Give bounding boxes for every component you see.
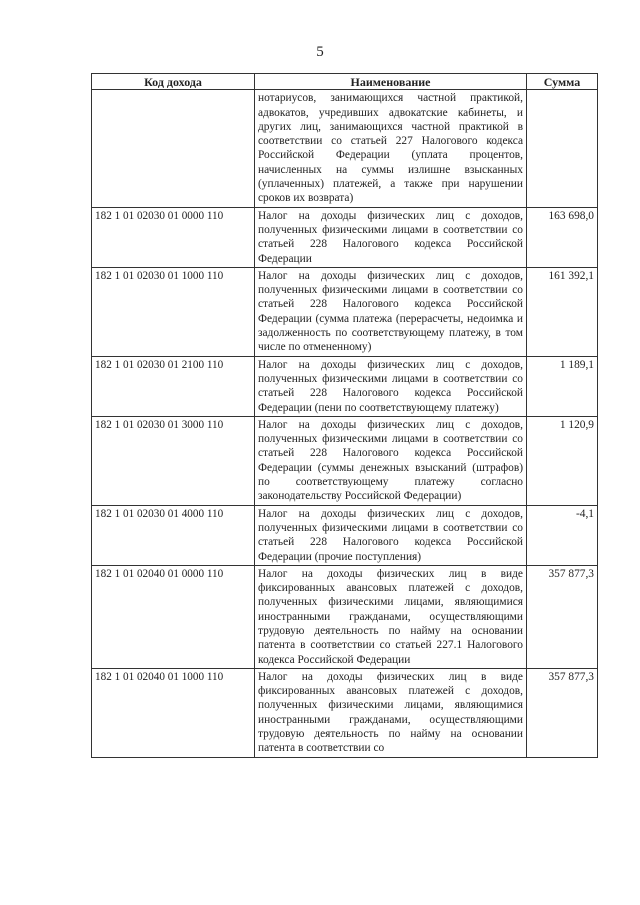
- income-sum: 1 120,9: [527, 416, 598, 505]
- income-code: 182 1 01 02030 01 1000 110: [92, 267, 255, 356]
- table-row: [92, 207, 598, 267]
- income-name: Налог на доходы физических лиц с доходов, полученных физическими лицами в соответствии со статьей 228 Налогового кодекса Российской Федерации (суммы денежных взысканий (штрафов) по соответствующему платежу согласно законодательству Российской Федерации): [255, 416, 527, 505]
- table-row: [92, 356, 598, 416]
- header-name: Наименование: [255, 74, 527, 90]
- income-code: 182 1 01 02040 01 1000 110: [92, 668, 255, 757]
- income-code: 182 1 01 02030 01 4000 110: [92, 505, 255, 565]
- income-code: 182 1 01 02030 01 2100 110: [92, 356, 255, 416]
- table-row: [92, 416, 598, 505]
- income-sum: 357 877,3: [527, 565, 598, 668]
- page-number: 5: [316, 44, 324, 60]
- income-code: [92, 90, 255, 207]
- table-header-row: [92, 74, 598, 90]
- income-code: 182 1 01 02030 01 3000 110: [92, 416, 255, 505]
- income-code: 182 1 01 02040 01 0000 110: [92, 565, 255, 668]
- income-name: Налог на доходы физических лиц с доходов, полученных физическими лицами в соответствии со статьей 228 Налогового кодекса Российской Федерации (прочие поступления): [255, 505, 527, 565]
- income-name: Налог на доходы физических лиц с доходов, полученных физическими лицами в соответствии со статьей 228 Налогового кодекса Российской Федерации: [255, 207, 527, 267]
- income-sum: 357 877,3: [527, 668, 598, 757]
- income-code: 182 1 01 02030 01 0000 110: [92, 207, 255, 267]
- header-sum: Сумма: [527, 74, 598, 90]
- table-row: [92, 565, 598, 668]
- income-sum: 1 189,1: [527, 356, 598, 416]
- income-sum: [527, 90, 598, 207]
- revenue-table: [91, 73, 598, 758]
- income-sum: 161 392,1: [527, 267, 598, 356]
- income-name: Налог на доходы физических лиц в виде фиксированных авансовых платежей с доходов, полученных физическими лицами, являющимися иностранными гражданами, осуществляющими трудовую деятельность по найму на основании патента в соответствии со: [255, 668, 527, 757]
- table-row: [92, 267, 598, 356]
- income-sum: -4,1: [527, 505, 598, 565]
- income-name: Налог на доходы физических лиц с доходов, полученных физическими лицами в соответствии со статьей 228 Налогового кодекса Российской Федерации (пени по соответствующему платежу): [255, 356, 527, 416]
- income-name: нотариусов, занимающихся частной практикой, адвокатов, учредивших адвокатские кабинеты, и других лиц, занимающихся частной практикой в соответствии со статьей 227 Налогового кодекса Российской Федерации (уплата процентов, начисленных на суммы излишне взысканных (уплаченных) платежей, а также при нарушении сроков их возврата): [255, 90, 527, 207]
- header-code: Код дохода: [92, 74, 255, 90]
- table-row: [92, 668, 598, 757]
- table-row: [92, 90, 598, 207]
- table-row: [92, 505, 598, 565]
- income-name: Налог на доходы физических лиц в виде фиксированных авансовых платежей с доходов, полученных физическими лицами, являющимися иностранными гражданами, осуществляющими трудовую деятельность по найму на основании патента в соответствии со статьей 227.1 Налогового кодекса Российской Федерации: [255, 565, 527, 668]
- income-name: Налог на доходы физических лиц с доходов, полученных физическими лицами в соответствии со статьей 228 Налогового кодекса Российской Федерации (сумма платежа (перерасчеты, недоимка и задолженность по соответствующему платежу, в том числе по отмененному): [255, 267, 527, 356]
- income-sum: 163 698,0: [527, 207, 598, 267]
